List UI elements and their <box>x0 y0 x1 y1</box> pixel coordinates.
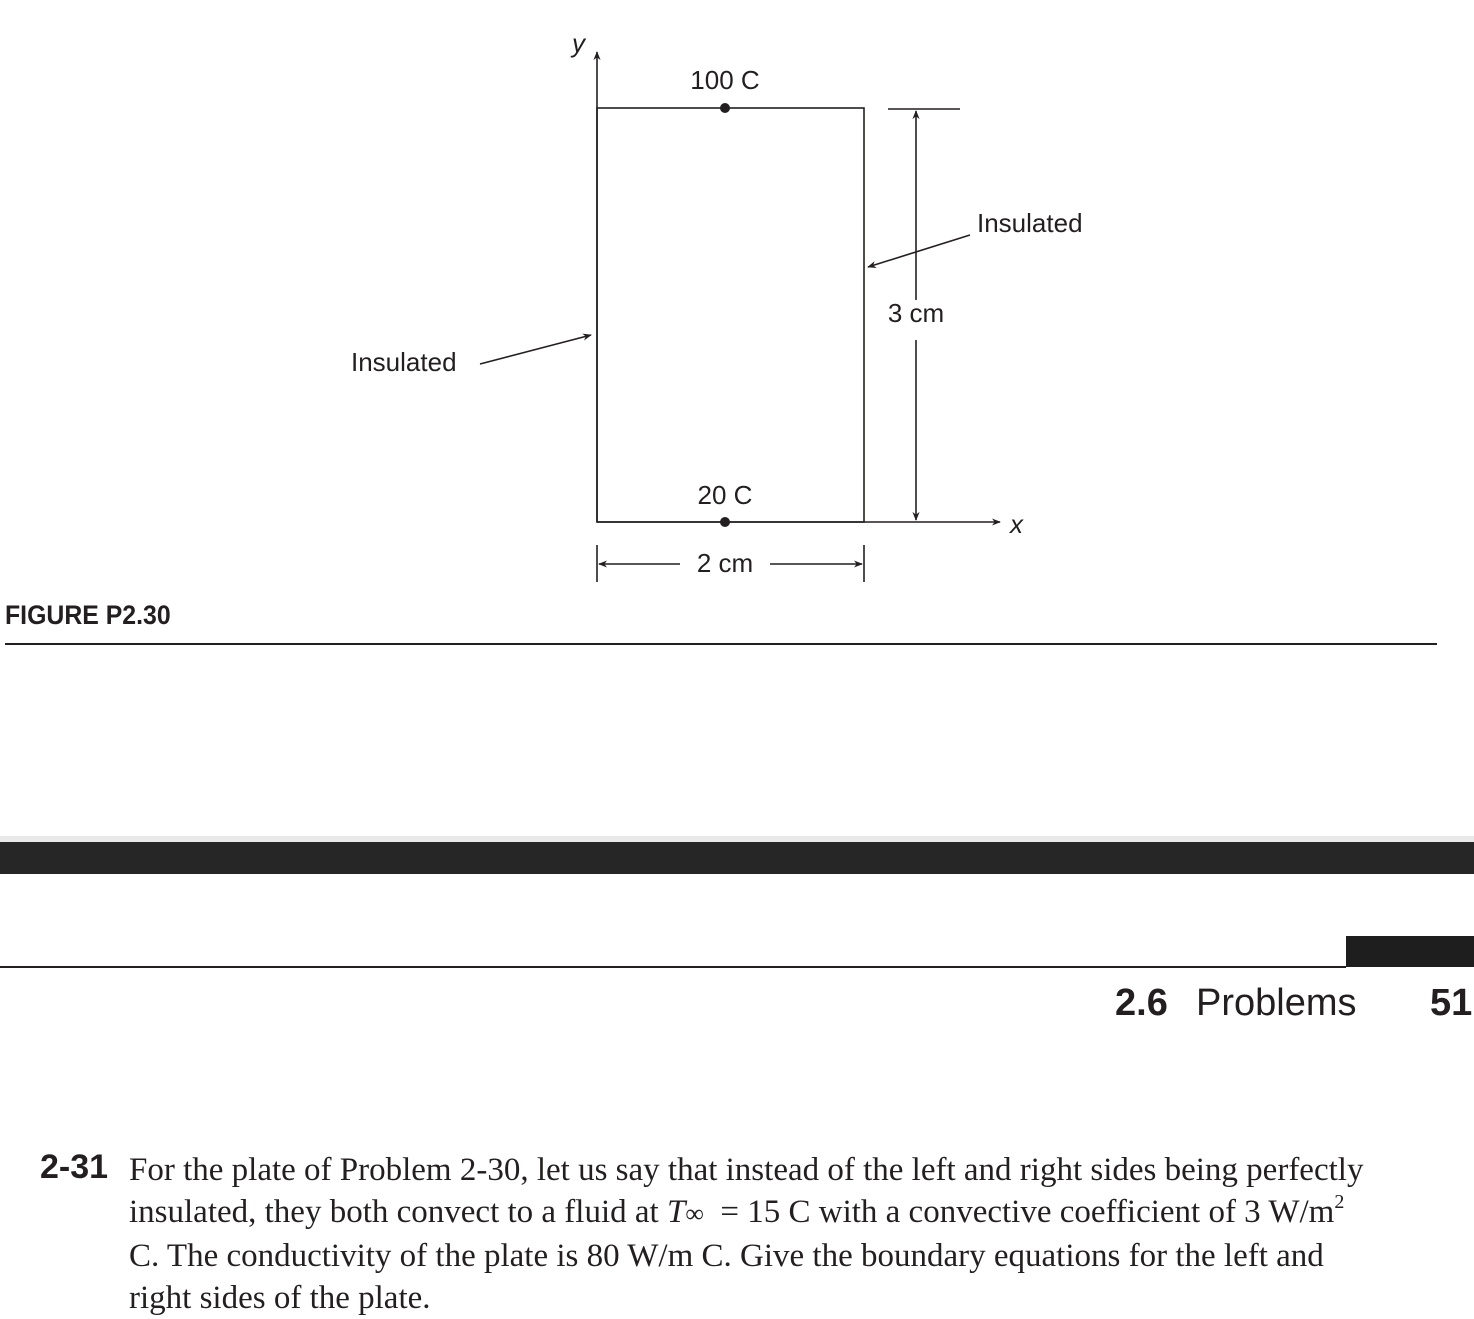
bottom-temp-label: 20 C <box>697 480 753 510</box>
x-axis-label: x <box>1010 509 1023 539</box>
page-number: 51 <box>1430 982 1473 1024</box>
height-dim-label: 3 cm <box>887 298 945 328</box>
problem-line-1: For the plate of Problem 2-30, let us say that instead of the left and right sides being perfectly <box>129 1152 1364 1188</box>
header-rule <box>0 966 1346 968</box>
squared-superscript: 2 <box>1334 1191 1345 1213</box>
width-dim-label: 2 cm <box>696 548 754 578</box>
left-insulated-label: Insulated <box>351 347 457 377</box>
plate-rectangle <box>597 108 864 522</box>
problem-line-2-start: insulated, they both convect to a fluid at <box>129 1194 667 1230</box>
top-temp-label: 100 C <box>690 65 760 95</box>
right-insulated-arrow <box>868 235 970 267</box>
problem-line-2 <box>129 1191 1459 1235</box>
problem-line-2-end: = 15 C with a convective coefficient of 3 W/m <box>703 1194 1335 1230</box>
top-temp-point <box>720 103 730 113</box>
problem-number: 2-31 <box>40 1148 109 1186</box>
section-number: 2.6 <box>1115 982 1168 1024</box>
problem-line-4: right sides of the plate. <box>129 1280 431 1316</box>
page-break-band <box>0 842 1474 874</box>
header-tab-block <box>1346 936 1474 967</box>
figure-divider <box>5 643 1437 645</box>
right-insulated-label: Insulated <box>977 208 1083 238</box>
problem-line-3: C. The conductivity of the plate is 80 W/m C. Give the boundary equations for the left and <box>129 1238 1324 1274</box>
t-infinity-variable: T <box>666 1194 686 1230</box>
problem-statement <box>129 1149 1459 1319</box>
left-insulated-arrow <box>480 335 591 364</box>
plate-figure <box>0 0 1474 640</box>
infinity-subscript: ∞ <box>685 1199 704 1228</box>
section-title: Problems <box>1196 982 1357 1024</box>
bottom-temp-point <box>720 517 730 527</box>
y-axis-label: y <box>572 28 585 58</box>
figure-caption: FIGURE P2.30 <box>5 600 171 630</box>
